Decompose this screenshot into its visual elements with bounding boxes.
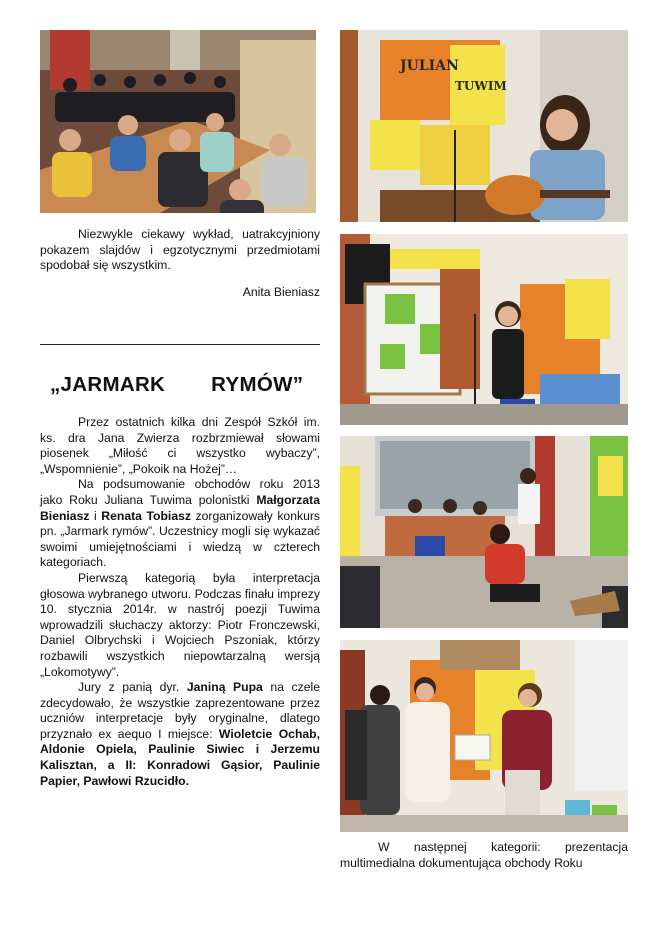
intro-block <box>40 227 320 300</box>
article-paragraph-5: W następnej kategorii: prezentacja multimedialna dokumentująca obchody Roku <box>340 840 628 870</box>
article-continuation <box>340 840 628 871</box>
article-paragraph-4: Jury z panią dyr. Janiną Pupa na czele zdecydowało, że wszystkie zaprezentowane przez uczniów interpretacje były oryginalne, dlatego przyznało ex aequo I miejsce: Wioletcie Ochab, Aldonie Opiela, Paulinie Siwiec i Jerzemu Kalisztan, a II: Konradowi Gąsior, Paulinie Papier, Pawłowi Rzucidło. <box>40 680 321 788</box>
winners-list: Wioletcie Ochab, Aldonie Opiela, Paulinie Siwiec i Jerzemu Kalisztan, a II: Konradowi Gąsior, Paulinie Papier, Pawłowi Rzucidło. <box>40 726 321 788</box>
article-title: „JARMARK RYMÓW” <box>50 373 304 396</box>
article-paragraph-1: Przez ostatnich kilka dni Zespół Szkół im. ks. dra Jana Zwierza rozbrzmiewał słowami piosenek „Miłość ci wszystko wybaczy”, „Wspomnienie”, „Pokoik na Hożej”… <box>40 415 320 476</box>
poster-text-bottom: TUWIM <box>455 79 507 93</box>
director-name: Janiną Pupa <box>186 680 263 695</box>
photo-jury-contest <box>340 436 628 628</box>
organizer-name-2: Renata Tobiasz <box>101 508 191 523</box>
intro-paragraph: Niezwykle ciekawy wykład, uatrakcyjniony pokazem slajdów i egzotycznymi przedmiotami spodobał się wszystkim. <box>40 227 320 273</box>
photo-audience <box>40 30 316 213</box>
photo-recitation <box>340 234 628 425</box>
photo-award-ceremony <box>340 640 628 832</box>
section-divider <box>40 344 320 345</box>
poster-text-top: JULIAN <box>400 58 459 74</box>
photo-guitar-performance <box>340 30 628 222</box>
article-paragraph-2: Na podsumowanie obchodów roku 2013 jako Roku Juliana Tuwima polonistki Małgorzata Bieniasz i Renata Tobiasz zorganizowały konkurs pn. „Jarmark rymów”. Uczestnicy mogli się wykazać swoimi umiejętnościami i wiedzą w czterech kategoriach. <box>40 477 320 570</box>
intro-author: Anita Bieniasz <box>242 284 320 299</box>
article-body <box>40 415 320 789</box>
article-paragraph-3: Pierwszą kategorią była interpretacja głosowa wybranego utworu. Podczas finału imprezy 10. stycznia 2014r. w nastrój poezji Tuwima wprowadzili słuchaczy aktorzy: Piotr Fronczewski, Daniel Olbrychski i Wojciech Pszoniak, którzy rozbawili wszystkich niepowtarzalną wersją „Lokomotywy”. <box>40 570 320 679</box>
organizer-name-1: Małgorzata Bieniasz <box>40 492 320 523</box>
